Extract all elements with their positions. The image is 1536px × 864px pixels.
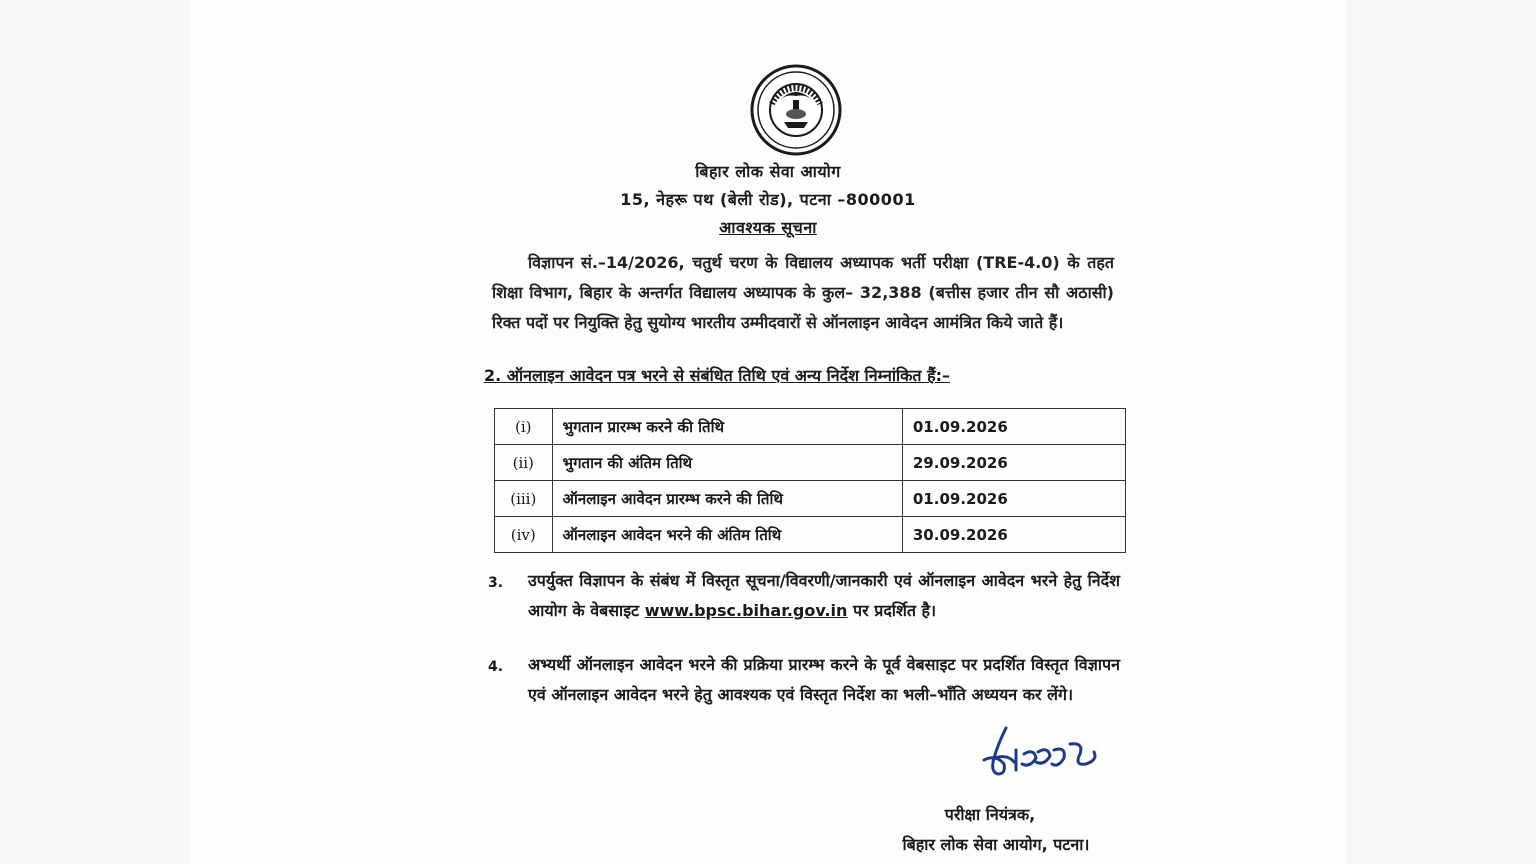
table-row: [495, 517, 1126, 553]
dates-table: [494, 408, 1126, 553]
notice-title: आवश्यक सूचना: [719, 218, 817, 237]
org-name: बिहार लोक सेवा आयोग: [695, 162, 841, 181]
row-label: ऑनलाइन आवेदन प्रारम्भ करने की तिथि: [552, 481, 902, 517]
point-3-number: 3.: [488, 575, 504, 591]
point-2-heading: 2. ऑनलाइन आवेदन पत्र भरने से संबंधित तिथि एवं अन्य निर्देश निम्नांकित हैं:–: [484, 366, 951, 385]
point-3-body: उपर्युक्त विज्ञापन के संबंध में विस्तृत सूचना/विवरणी/जानकारी एवं ऑनलाइन आवेदन भरने हेतु निर्देश आयोग के वेबसाइट: [528, 571, 1120, 620]
point-4-number: 4.: [488, 659, 504, 675]
commission-seal-logo: [750, 64, 842, 156]
advertisement-number: विज्ञापन सं.–14/2026,: [528, 253, 685, 272]
row-date: 30.09.2026: [902, 517, 1125, 553]
signatory-org: बिहार लोक सेवा आयोग, पटना।: [902, 835, 1090, 854]
row-label: भुगतान प्रारम्भ करने की तिथि: [552, 409, 902, 445]
row-number: (iii): [495, 481, 553, 517]
row-date: 01.09.2026: [902, 481, 1125, 517]
scan-margin-left: [0, 0, 190, 864]
row-number: (i): [495, 409, 553, 445]
intro-paragraph: [492, 248, 1114, 338]
row-number: (ii): [495, 445, 553, 481]
row-label: भुगतान की अंतिम तिथि: [552, 445, 902, 481]
row-label: ऑनलाइन आवेदन भरने की अंतिम तिथि: [552, 517, 902, 553]
row-number: (iv): [495, 517, 553, 553]
point-4-text: अभ्यर्थी ऑनलाइन आवेदन भरने की प्रक्रिया प्रारम्भ करने के पूर्व वेबसाइट पर प्रदर्शित विस्तृत विज्ञापन एवं ऑनलाइन आवेदन भरने हेतु आवश्यक एवं विस्तृत निर्देश का भली–भाँति अध्ययन कर लेंगे।: [528, 655, 1120, 704]
scan-margin-right: [1346, 0, 1536, 864]
point-3-text: [528, 566, 1120, 626]
table-row: [495, 481, 1126, 517]
intro-text: चतुर्थ चरण के विद्यालय अध्यापक भर्ती परीक्षा (TRE-4.0) के तहत शिक्षा विभाग, बिहार के अन्तर्गत विद्यालय अध्यापक के कुल– 32,388 (बत्तीस हजार तीन सौ अठासी) रिक्त पदों पर नियुक्ति हेतु सुयोग्य भारतीय उम्मीदवारों से ऑनलाइन आवेदन आमंत्रित किये जाते हैं।: [492, 253, 1114, 332]
row-date: 01.09.2026: [902, 409, 1125, 445]
table-row: [495, 445, 1126, 481]
handwritten-signature: [976, 724, 1116, 788]
point-3-tail: पर प्रदर्शित है।: [847, 601, 937, 620]
org-address: 15, नेहरू पथ (बेली रोड), पटना –800001: [620, 190, 916, 209]
row-date: 29.09.2026: [902, 445, 1125, 481]
table-row: [495, 409, 1126, 445]
signatory-designation: परीक्षा नियंत्रक,: [944, 805, 1036, 824]
website-link[interactable]: www.bpsc.bihar.gov.in: [644, 601, 848, 620]
